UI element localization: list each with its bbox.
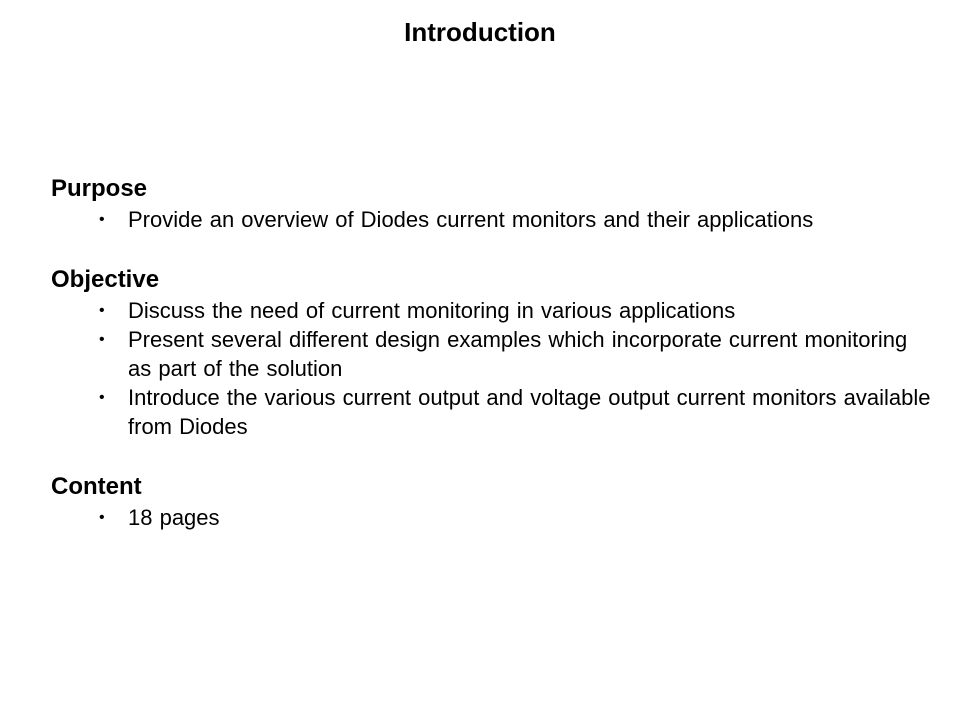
bullet-item: [99, 503, 931, 532]
bullet-icon: •: [99, 331, 105, 348]
bullet-text: Present several different design examples which incorporate current monitoring as part of the solution: [128, 327, 908, 381]
bullet-text: Provide an overview of Diodes current monitors and their applications: [128, 207, 814, 232]
bullet-item: [99, 383, 931, 441]
section-purpose: [51, 173, 931, 234]
section-heading: Purpose: [51, 175, 148, 202]
bullet-list: [51, 503, 931, 532]
bullet-text: Discuss the need of current monitoring in various applications: [128, 298, 736, 323]
section-content: [51, 471, 931, 532]
bullet-text: 18 pages: [128, 505, 220, 530]
bullet-icon: •: [99, 509, 105, 526]
slide-title: Introduction: [404, 17, 556, 47]
bullet-item: [99, 296, 931, 325]
section-heading: Content: [51, 473, 142, 500]
bullet-text: Introduce the various current output and voltage output current monitors available from Diodes: [128, 385, 931, 439]
bullet-icon: •: [99, 211, 105, 228]
section-heading: Objective: [51, 266, 160, 293]
bullet-icon: •: [99, 302, 105, 319]
slide-body: [51, 173, 931, 562]
section-objective: [51, 264, 931, 441]
bullet-list: [51, 205, 931, 234]
bullet-list: [51, 296, 931, 441]
bullet-item: [99, 325, 931, 383]
bullet-icon: •: [99, 389, 105, 406]
bullet-item: [99, 205, 931, 234]
